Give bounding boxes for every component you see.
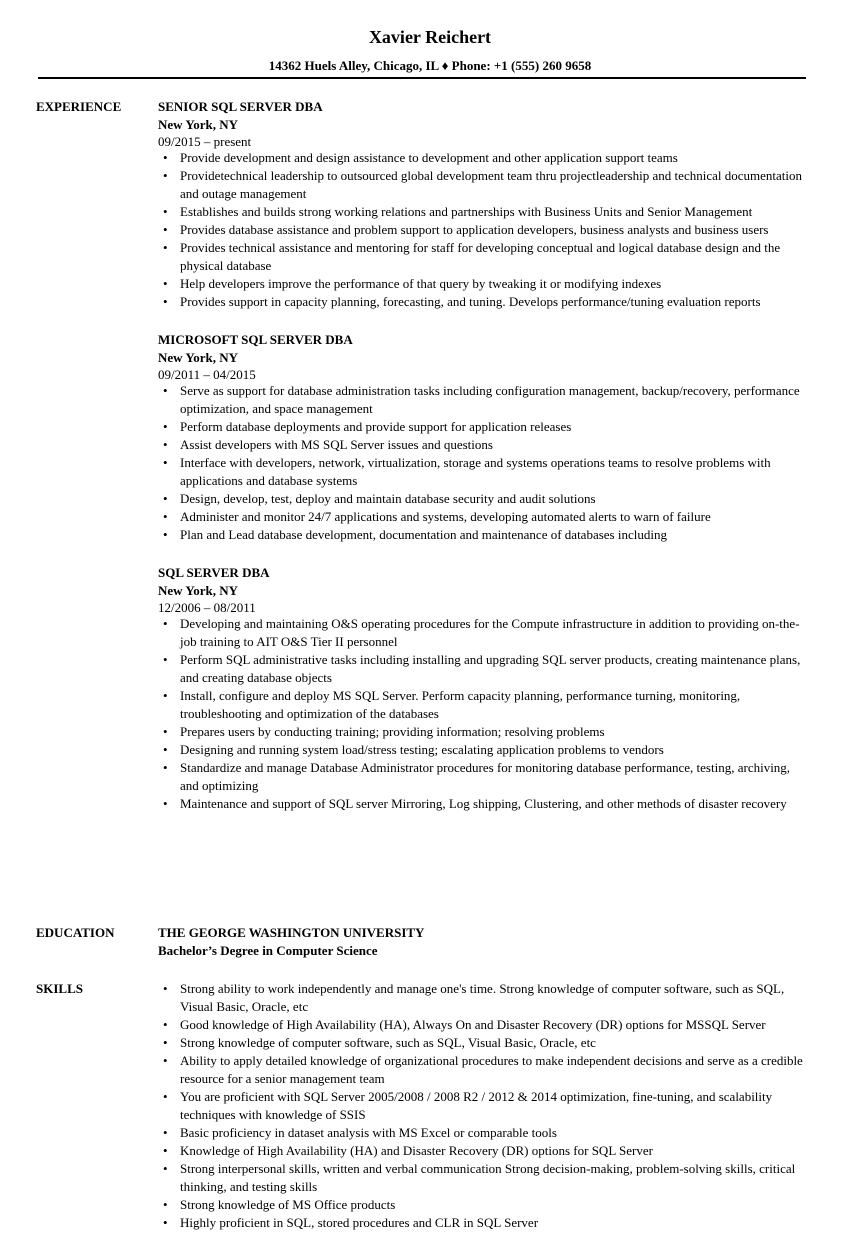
bullet-text: Provides database assistance and problem support to application developers, business analysts and business users bbox=[180, 222, 769, 237]
job-location: New York, NY bbox=[158, 583, 239, 598]
bullet-icon: • bbox=[163, 616, 168, 631]
bullet-icon: • bbox=[163, 204, 168, 219]
bullet-icon: • bbox=[163, 688, 168, 703]
list-item bbox=[158, 167, 808, 203]
bullet-text: Strong interpersonal skills, written and verbal communication Strong decision-making, problem-solving skills, critical thinking, and testing skills bbox=[180, 1161, 796, 1194]
list-item bbox=[158, 382, 808, 418]
list-item bbox=[158, 293, 808, 311]
bullet-text: Provides technical assistance and mentoring for staff for developing conceptual and logical database design and the physical database bbox=[180, 240, 781, 273]
bullet-icon: • bbox=[163, 491, 168, 506]
bullet-icon: • bbox=[163, 796, 168, 811]
list-item bbox=[158, 1214, 808, 1232]
bullet-text: Ability to apply detailed knowledge of organizational procedures to make independent decisions and serve as a credible resource for a senior management team bbox=[180, 1053, 803, 1086]
bullet-text: Assist developers with MS SQL Server issues and questions bbox=[180, 437, 493, 452]
job-title: SQL SERVER DBA bbox=[158, 565, 270, 580]
bullet-icon: • bbox=[163, 652, 168, 667]
list-item bbox=[158, 275, 808, 293]
bullet-text: You are proficient with SQL Server 2005/2008 / 2008 R2 / 2012 & 2014 optimization, fine-tuning, and scalability techniques with knowledge of SSIS bbox=[180, 1089, 773, 1122]
bullet-text: Maintenance and support of SQL server Mirroring, Log shipping, Clustering, and other methods of disaster recovery bbox=[180, 796, 787, 811]
bullet-text: Developing and maintaining O&S operating procedures for the Compute infrastructure in addition to providing on-the-job training to AIT O&S Tier II personnel bbox=[180, 616, 800, 649]
bullet-icon: • bbox=[163, 1215, 168, 1230]
list-item bbox=[158, 1124, 808, 1142]
bullet-icon: • bbox=[163, 1053, 168, 1068]
bullet-icon: • bbox=[163, 168, 168, 183]
bullet-text: Providetechnical leadership to outsourced global development team thru projectleadership and technical documentation and outage management bbox=[180, 168, 802, 201]
bullet-icon: • bbox=[163, 1143, 168, 1158]
contact-line: 14362 Huels Alley, Chicago, IL ♦ Phone: +1 (555) 260 9658 bbox=[268, 58, 592, 73]
list-item bbox=[158, 741, 808, 759]
list-item bbox=[158, 1142, 808, 1160]
bullet-icon: • bbox=[163, 383, 168, 398]
bullet-icon: • bbox=[163, 742, 168, 757]
job-title: MICROSOFT SQL SERVER DBA bbox=[158, 332, 353, 347]
bullet-icon: • bbox=[163, 150, 168, 165]
list-item bbox=[158, 1160, 808, 1196]
bullet-text: Design, develop, test, deploy and maintain database security and audit solutions bbox=[180, 491, 596, 506]
education-label: EDUCATION bbox=[36, 925, 115, 940]
list-item bbox=[158, 795, 808, 813]
bullet-icon: • bbox=[163, 240, 168, 255]
bullet-icon: • bbox=[163, 455, 168, 470]
bullet-icon: • bbox=[163, 222, 168, 237]
list-item bbox=[158, 239, 808, 275]
list-item bbox=[158, 149, 808, 167]
list-item bbox=[158, 508, 808, 526]
skills-entry bbox=[158, 980, 808, 1232]
job-entry bbox=[158, 98, 808, 311]
list-item bbox=[158, 221, 808, 239]
bullet-icon: • bbox=[163, 1125, 168, 1140]
degree-name: Bachelor’s Degree in Computer Science bbox=[158, 943, 378, 958]
bullet-text: Provide development and design assistance to development and other application support teams bbox=[180, 150, 678, 165]
bullet-text: Strong knowledge of computer software, such as SQL, Visual Basic, Oracle, etc bbox=[180, 1035, 596, 1050]
bullet-text: Perform SQL administrative tasks including installing and upgrading SQL server products, creating maintenance plans, and creating database objects bbox=[180, 652, 801, 685]
list-item bbox=[158, 454, 808, 490]
bullet-text: Serve as support for database administration tasks including configuration management, backup/recovery, performance optimization, and space management bbox=[180, 383, 800, 416]
job-bullets bbox=[158, 615, 808, 813]
bullet-icon: • bbox=[163, 509, 168, 524]
school-name: THE GEORGE WASHINGTON UNIVERSITY bbox=[158, 925, 425, 940]
bullet-text: Strong knowledge of MS Office products bbox=[180, 1197, 396, 1212]
list-item bbox=[158, 436, 808, 454]
bullet-text: Standardize and manage Database Administrator procedures for monitoring database performance, testing, archiving, and optimizing bbox=[180, 760, 791, 793]
bullet-icon: • bbox=[163, 724, 168, 739]
skills-list bbox=[158, 980, 808, 1232]
list-item bbox=[158, 723, 808, 741]
list-item bbox=[158, 759, 808, 795]
job-dates: 12/2006 – 08/2011 bbox=[158, 600, 256, 615]
list-item bbox=[158, 418, 808, 436]
bullet-text: Highly proficient in SQL, stored procedures and CLR in SQL Server bbox=[180, 1215, 539, 1230]
bullet-text: Perform database deployments and provide support for application releases bbox=[180, 419, 572, 434]
list-item bbox=[158, 651, 808, 687]
experience-label: EXPERIENCE bbox=[36, 99, 122, 114]
bullet-text: Knowledge of High Availability (HA) and Disaster Recovery (DR) options for SQL Server bbox=[180, 1143, 653, 1158]
bullet-text: Administer and monitor 24/7 applications and systems, developing automated alerts to warn of failure bbox=[180, 509, 711, 524]
skills-label: SKILLS bbox=[36, 981, 83, 996]
list-item bbox=[158, 1016, 808, 1034]
list-item bbox=[158, 1196, 808, 1214]
job-entry bbox=[158, 331, 808, 544]
bullet-text: Good knowledge of High Availability (HA), Always On and Disaster Recovery (DR) options for MSSQL Server bbox=[180, 1017, 766, 1032]
bullet-icon: • bbox=[163, 1017, 168, 1032]
job-bullets bbox=[158, 149, 808, 311]
list-item bbox=[158, 1034, 808, 1052]
job-dates: 09/2011 – 04/2015 bbox=[158, 367, 256, 382]
bullet-text: Plan and Lead database development, documentation and maintenance of databases including bbox=[180, 527, 667, 542]
bullet-text: Prepares users by conducting training; providing information; resolving problems bbox=[180, 724, 605, 739]
list-item bbox=[158, 490, 808, 508]
bullet-icon: • bbox=[163, 276, 168, 291]
bullet-text: Establishes and builds strong working relations and partnerships with Business Units and Senior Management bbox=[180, 204, 753, 219]
list-item bbox=[158, 203, 808, 221]
bullet-icon: • bbox=[163, 1161, 168, 1176]
bullet-icon: • bbox=[163, 760, 168, 775]
list-item bbox=[158, 687, 808, 723]
bullet-text: Strong ability to work independently and manage one's time. Strong knowledge of computer software, such as SQL, Visual Basic, Oracle, etc bbox=[180, 981, 785, 1014]
job-location: New York, NY bbox=[158, 350, 239, 365]
job-bullets bbox=[158, 382, 808, 544]
resume-header bbox=[0, 24, 860, 74]
bullet-icon: • bbox=[163, 981, 168, 996]
bullet-text: Provides support in capacity planning, forecasting, and tuning. Develops performance/tuning evaluation reports bbox=[180, 294, 761, 309]
bullet-icon: • bbox=[163, 419, 168, 434]
bullet-text: Interface with developers, network, virtualization, storage and systems operations teams to resolve problems with applications and database systems bbox=[180, 455, 771, 488]
bullet-text: Help developers improve the performance of that query by tweaking it or modifying indexes bbox=[180, 276, 662, 291]
list-item bbox=[158, 615, 808, 651]
education-entry bbox=[158, 924, 808, 960]
bullet-icon: • bbox=[163, 1035, 168, 1050]
bullet-icon: • bbox=[163, 1089, 168, 1104]
bullet-icon: • bbox=[163, 1197, 168, 1212]
bullet-text: Install, configure and deploy MS SQL Server. Perform capacity planning, performance turning, monitoring, troubleshooting and optimization of the databases bbox=[180, 688, 741, 721]
bullet-text: Designing and running system load/stress testing; escalating application problems to vendors bbox=[180, 742, 664, 757]
bullet-icon: • bbox=[163, 294, 168, 309]
bullet-icon: • bbox=[163, 437, 168, 452]
list-item bbox=[158, 526, 808, 544]
header-divider bbox=[38, 77, 806, 79]
bullet-text: Basic proficiency in dataset analysis with MS Excel or comparable tools bbox=[180, 1125, 557, 1140]
list-item bbox=[158, 1052, 808, 1088]
experience-jobs bbox=[158, 98, 808, 833]
candidate-name: Xavier Reichert bbox=[368, 27, 492, 47]
job-entry bbox=[158, 564, 808, 813]
job-title: SENIOR SQL SERVER DBA bbox=[158, 99, 323, 114]
job-location: New York, NY bbox=[158, 117, 239, 132]
list-item bbox=[158, 980, 808, 1016]
job-dates: 09/2015 – present bbox=[158, 134, 252, 149]
list-item bbox=[158, 1088, 808, 1124]
bullet-icon: • bbox=[163, 527, 168, 542]
